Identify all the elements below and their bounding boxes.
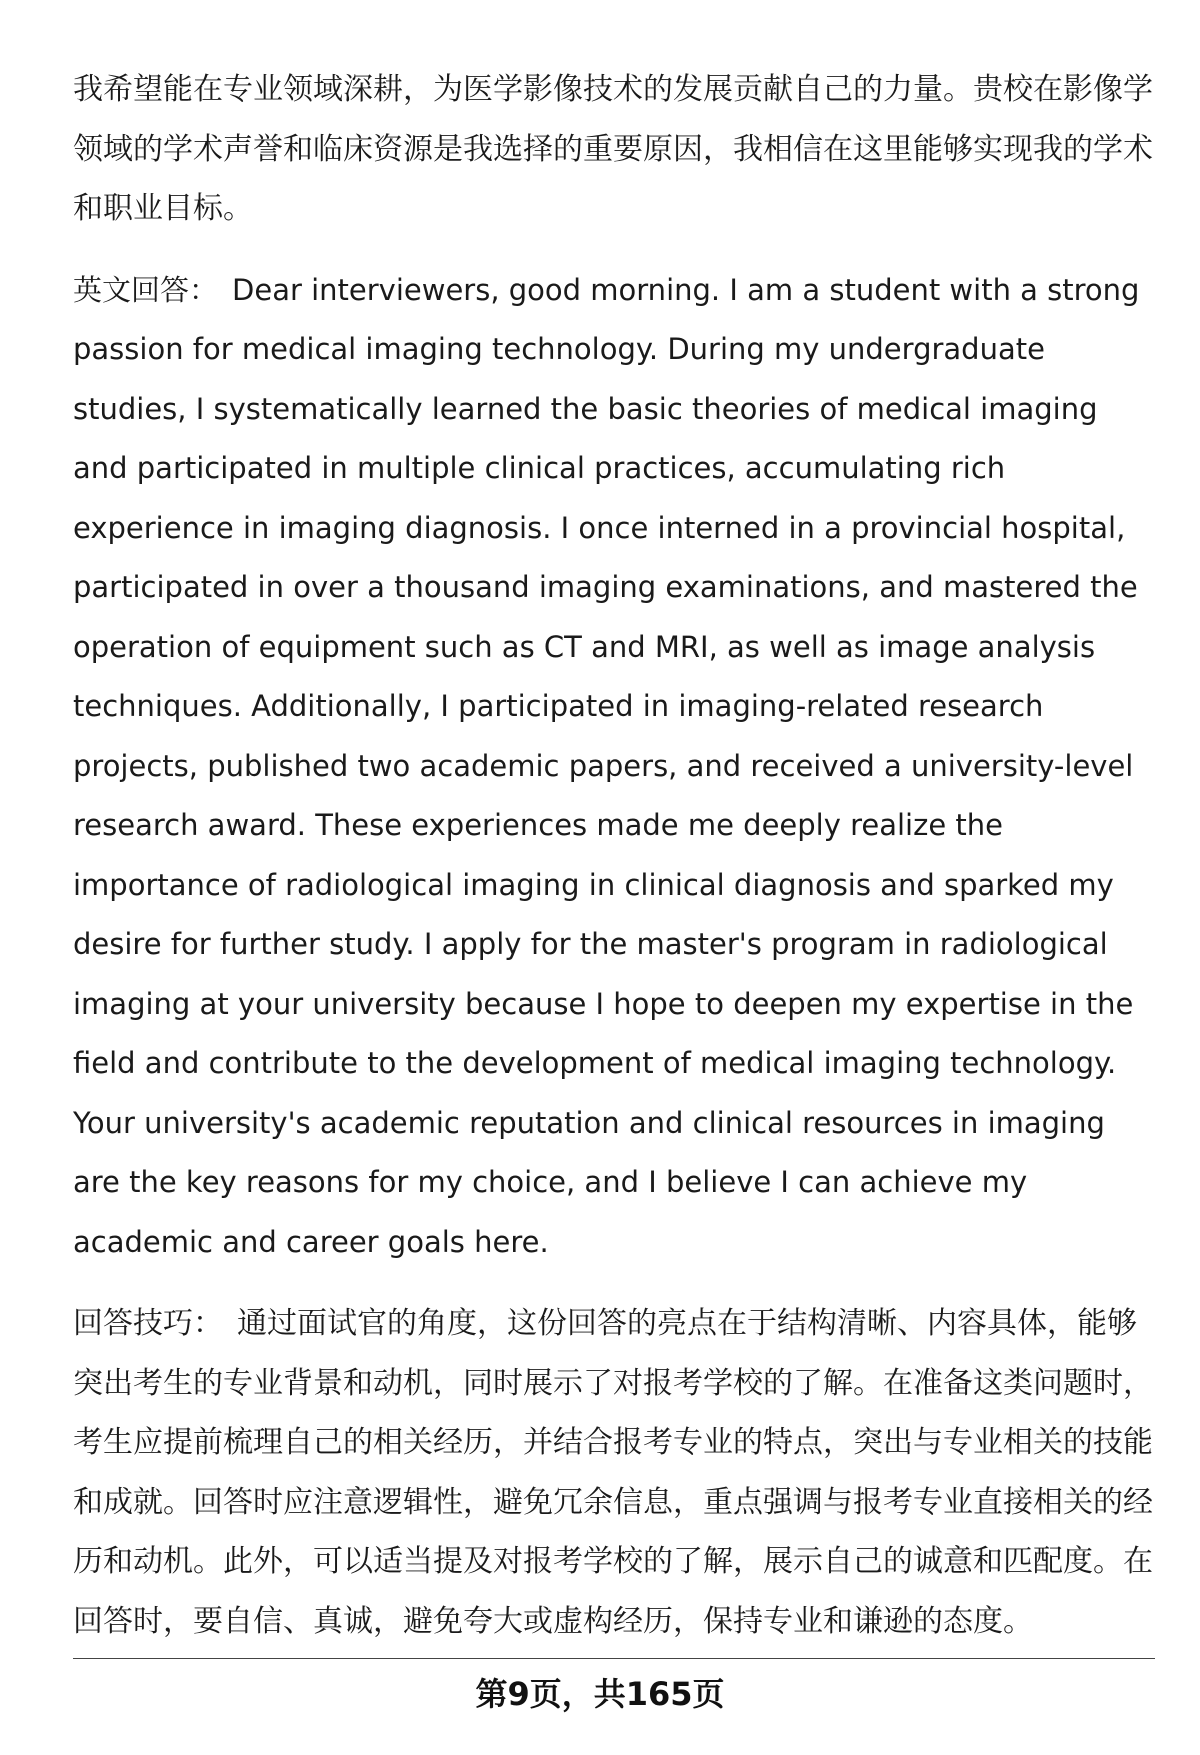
answer-tips-text: 通过面试官的角度，这份回答的亮点在于结构清晰、内容具体，能够突出考生的专业背景和动机，同时展示了对报考学校的了解。在准备这类问题时，考生应提前梳理自己的相关经历，并结合报考专业的特点，突出与专业相关的技能和成就。回答时应注意逻辑性，避免冗余信息，重点强调与报考专业直接相关的经历和动机。此外，可以适当提及对报考学校的了解，展示自己的诚意和匹配度。在回答时，要自信、真诚，避免夸大或虚构经历，保持专业和谦逊的态度。 — [73, 1306, 1153, 1639]
intro-paragraph: 我希望能在专业领域深耕，为医学影像技术的发展贡献自己的力量。贵校在影像学领域的学术声誉和临床资源是我选择的重要原因，我相信在这里能够实现我的学术和职业目标。 — [73, 72, 1153, 226]
page-number: 第9页，共165页 — [475, 1675, 725, 1713]
document-body — [73, 60, 1155, 1673]
footer-divider — [73, 1658, 1155, 1659]
answer-tips-label: 回答技巧： — [73, 1306, 223, 1341]
english-answer-text: Dear interviewers, good morning. I am a student with a strong passion for medical imaging technology. During my undergraduate studies, I systematically learned the basic theories of medical imaging and participated in multiple clinical practices, accumulating rich experience in imaging diagnosis. I once interned in a provincial hospital, participated in over a thousand imaging examinations, and mastered the operation of equipment such as CT and MRI, as well as image analysis techniques. Additionally, I participated in imaging-related research projects, published two academic papers, and received a university-level research award. These experiences made me deeply realize the importance of radiological imaging in clinical diagnosis and sparked my desire for further study. I apply for the master's program in radiological imaging at your university because I hope to deepen my expertise in the field and contribute to the development of medical imaging technology. Your university's academic reputation and clinical resources in imaging are the key reasons for my choice, and I believe I can achieve my academic and career goals here. — [73, 272, 1140, 1259]
answer-tips-paragraph — [73, 1294, 1155, 1651]
english-answer-label: 英文回答： — [73, 272, 219, 307]
english-answer-paragraph — [73, 261, 1155, 1273]
